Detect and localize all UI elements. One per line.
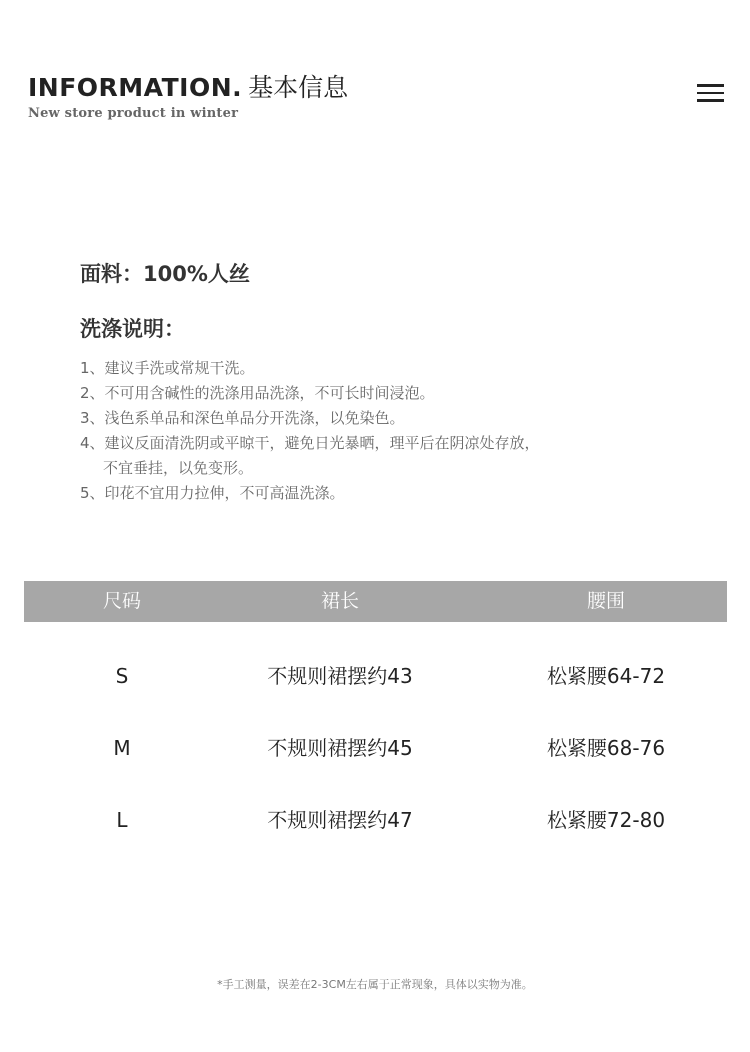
header-subtitle: New store product in winter (28, 106, 239, 121)
skirt-length-cell: 不规则裙摆约45 (267, 736, 413, 760)
header-size: 尺码 (102, 590, 141, 612)
washing-title: 洗涤说明： (80, 317, 185, 341)
menu-bar (697, 84, 724, 87)
waist-cell: 松紧腰64-72 (546, 664, 666, 688)
size-cell: L (116, 808, 128, 832)
washing-instructions (80, 356, 680, 506)
header-waist: 腰围 (586, 590, 625, 612)
header-title-en: INFORMATION. (28, 73, 243, 102)
washing-line: 不宜垂挂，以免变形。 (103, 459, 254, 477)
size-table-header (24, 581, 727, 622)
header-title-row (28, 68, 728, 104)
table-row (24, 715, 727, 787)
menu-bar (697, 92, 724, 95)
header-title-cn: 基本信息 (248, 73, 349, 102)
measurement-footnote: *手工测量，误差在2-3CM左右属于正常现象，具体以实物为准。 (217, 978, 533, 991)
skirt-length-cell: 不规则裙摆约47 (267, 808, 413, 832)
header-skirt-length: 裙长 (320, 590, 359, 612)
size-table (24, 581, 727, 859)
waist-cell: 松紧腰72-80 (546, 808, 666, 832)
page-header (28, 68, 728, 128)
table-row (24, 787, 727, 859)
menu-bar (697, 99, 724, 102)
skirt-length-cell: 不规则裙摆约43 (267, 664, 413, 688)
table-row (24, 643, 727, 715)
size-table-body (24, 622, 727, 859)
washing-line: 5、印花不宜用力拉伸，不可高温洗涤。 (80, 484, 345, 502)
fabric-info: 面料：100%人丝 (80, 262, 250, 286)
washing-line: 1、建议手洗或常规干洗。 (80, 359, 255, 377)
washing-line: 2、不可用含碱性的洗涤用品洗涤，不可长时间浸泡。 (80, 384, 435, 402)
size-cell: S (115, 664, 129, 688)
washing-line: 3、浅色系单品和深色单品分开洗涤，以免染色。 (80, 409, 405, 427)
waist-cell: 松紧腰68-76 (546, 736, 666, 760)
washing-line: 4、建议反面清洗阴或平晾干，避免日光暴晒，理平后在阴凉处存放， (80, 434, 540, 452)
hamburger-menu-icon[interactable] (697, 84, 724, 102)
size-cell: M (113, 736, 131, 760)
